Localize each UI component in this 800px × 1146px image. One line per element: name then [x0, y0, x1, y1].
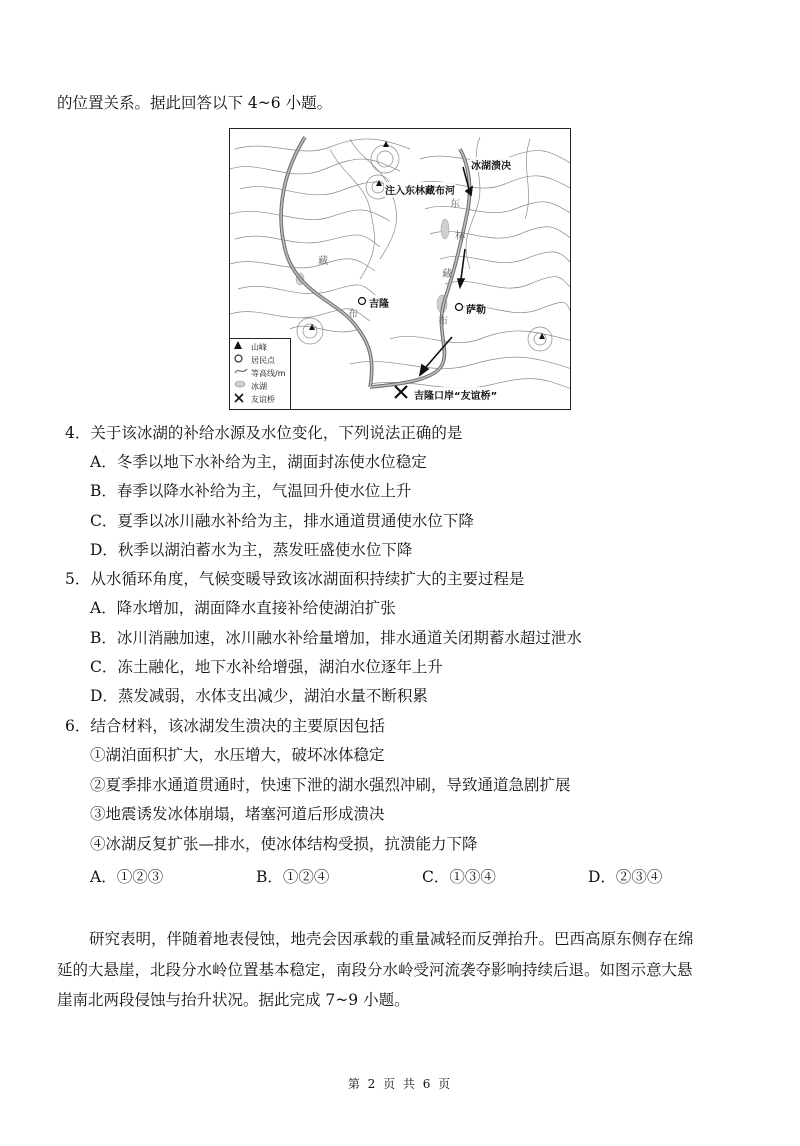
question-6-item-4: ④冰湖反复扩张—排水，使冰体结构受损，抗溃能力下降	[90, 835, 478, 853]
legend-item: 居民点	[234, 354, 275, 366]
question-6-choice-c: C．①③④	[422, 868, 496, 886]
river-char: 东	[450, 199, 460, 210]
question-4-option-b: B．春季以降水补给为主，气温回升使水位上升	[90, 482, 412, 500]
river-char: 藏	[318, 256, 328, 267]
sale-label: 萨勒	[465, 301, 487, 316]
intro-text: 的位置关系。据此回答以下 4~6 小题。	[57, 94, 333, 112]
bridge-label: 吉隆口岸“友谊桥”	[413, 387, 498, 402]
river-char: 布	[348, 309, 358, 320]
question-5-option-d: D．蒸发减弱，水体支出减少，湖泊水量不断积累	[90, 687, 428, 705]
inflow-label: 注入东林藏布河	[384, 182, 456, 197]
paragraph-line-1: 研究表明，伴随着地表侵蚀，地壳会因承载的重量减轻而反弹抬升。巴西高原东侧存在绵	[89, 930, 694, 948]
outburst-label: 冰湖溃决	[470, 157, 512, 172]
question-6-item-1: ①湖泊面积扩大，水压增大，破坏冰体稳定	[90, 746, 385, 764]
legend-item: 友谊桥	[234, 393, 275, 405]
map-legend	[230, 338, 291, 409]
question-4-stem: 4．关于该冰湖的补给水源及水位变化，下列说法正确的是	[65, 424, 463, 442]
question-4-option-a: A．冬季以地下水补给为主，湖面封冻使水位稳定	[90, 453, 427, 471]
river-char: 林	[455, 231, 465, 242]
question-4-option-d: D．秋季以湖泊蓄水为主，蒸发旺盛使水位下降	[90, 541, 413, 559]
question-5-option-b: B．冰川消融加速，冰川融水补给量增加，排水通道关闭期蓄水超过泄水	[90, 629, 582, 647]
question-6-choice-b: B．①②④	[256, 868, 330, 886]
question-6-item-3: ③地震诱发冰体崩塌，堵塞河道后形成溃决	[90, 805, 385, 823]
question-5-option-a: A．降水增加，湖面降水直接补给使湖泊扩张	[90, 599, 396, 617]
jilong-label: 吉隆	[368, 295, 390, 310]
page-footer: 第 2 页 共 6 页	[347, 1077, 453, 1091]
river-char: 藏	[442, 269, 452, 280]
legend-item: 山峰	[234, 341, 267, 353]
paragraph-line-2: 延的大悬崖，北段分水岭位置基本稳定，南段分水岭受河流袭夺影响持续后退。如图示意大悬	[57, 961, 693, 979]
paragraph-line-3: 崖南北两段侵蚀与抬升状况。据此完成 7~9 小题。	[57, 991, 410, 1009]
question-6-choice-a: A．①②③	[90, 868, 164, 886]
question-6-item-2: ②夏季排水通道贯通时，快速下泄的湖水强烈冲刷，导致通道急剧扩展	[90, 776, 571, 794]
legend-item: 冰湖	[234, 380, 267, 392]
question-6-choice-d: D．②③④	[588, 868, 663, 886]
question-5-option-c: C．冻土融化，地下水补给增强，湖泊水位逐年上升	[90, 658, 443, 676]
topographic-map	[229, 128, 571, 410]
question-4-option-c: C．夏季以冰川融水补给为主，排水通道贯通使水位下降	[90, 512, 474, 530]
legend-item: 等高线/m	[234, 367, 286, 379]
question-6-stem: 6．结合材料，该冰湖发生溃决的主要原因包括	[65, 717, 385, 735]
river-char: 布	[438, 316, 448, 327]
question-5-stem: 5．从水循环角度，气候变暖导致该冰湖面积持续扩大的主要过程是	[65, 570, 525, 588]
